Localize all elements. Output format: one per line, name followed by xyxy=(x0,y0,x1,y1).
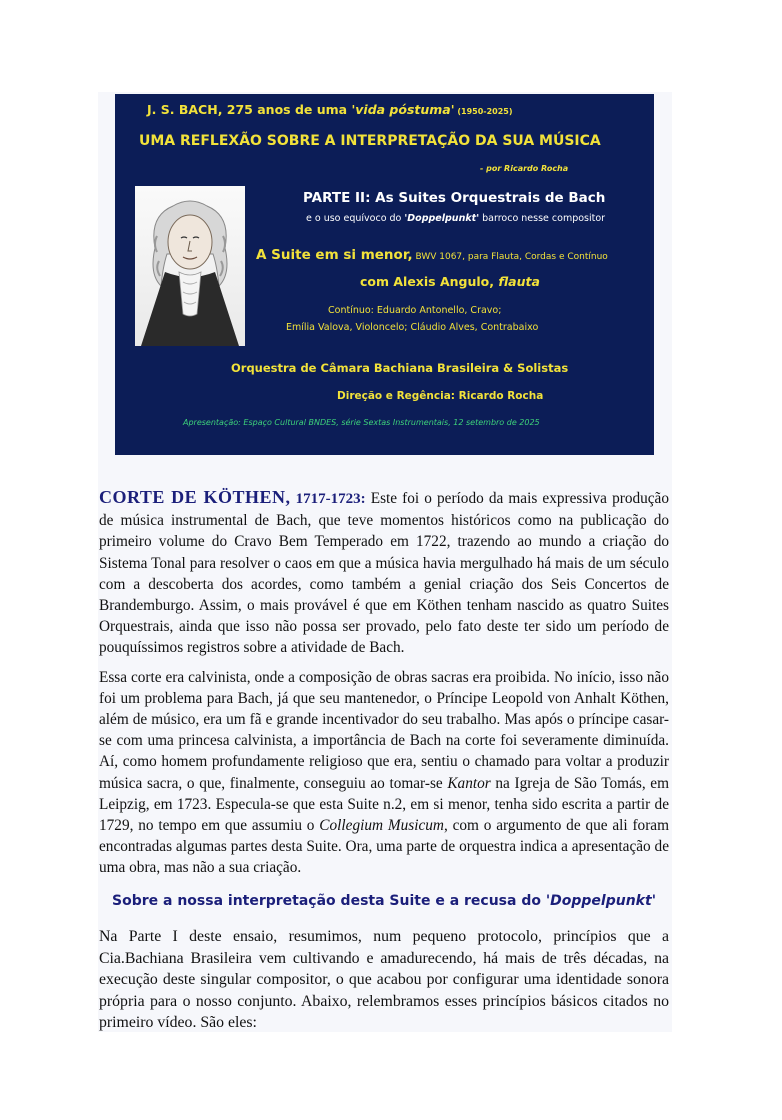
banner-headline: UMA REFLEXÃO SOBRE A INTERPRETAÇÃO DA SUA MÚSICA xyxy=(139,133,601,149)
section-heading-interpretation xyxy=(99,893,669,909)
interpretation-heading-end: ' xyxy=(651,893,656,909)
banner-continuo-line-2: Emília Valova, Violoncelo; Cláudio Alves, Contrabaixo xyxy=(286,322,539,333)
banner-title-emphasis: 'vida póstuma' xyxy=(351,102,455,117)
paragraph-kothen-2-text-b: na Igreja de São Tomás, em Leipzig, em 1723. Especula-se que esta Suite n.2, em si menor, tenha sido escrita a partir de 1729, no tempo em que assumiu o xyxy=(99,774,669,835)
banner-title-line xyxy=(147,102,513,117)
banner-part-title: As Suites Orquestrais de Bach xyxy=(370,190,606,206)
banner-part-subtitle-emphasis: 'Doppelpunkt' xyxy=(404,213,480,224)
section-heading-kothen: CORTE DE KÖTHEN, xyxy=(99,487,291,507)
bach-portrait xyxy=(135,186,245,346)
banner-continuo-line-1: Contínuo: Eduardo Antonello, Cravo; xyxy=(328,305,502,316)
paragraph-kothen-2-text-a: Essa corte era calvinista, onde a composição de obras sacras era proibida. No início, isso não foi um problema para Bach, já que seu mantenedor, o Príncipe Leopold von Anhalt Köthen, além de músico, era um fã e grande incentivador do seu trabalho. Mas após o príncipe casar-se com uma princesa calvinista, a importância de Bach na corte foi severamente diminuída. Aí, como homem profundamente religioso que era, sentiu o chamado para voltar a produzir música sacra, o que, finalmente, conseguiu ao tomar-se xyxy=(99,668,669,792)
section-heading-years: 1717-1723: xyxy=(295,491,366,507)
paragraph-kothen-1 xyxy=(99,487,669,659)
banner-direction: Direção e Regência: Ricardo Rocha xyxy=(337,390,544,402)
interpretation-heading-emphasis: Doppelpunkt xyxy=(550,893,652,909)
banner-orchestra: Orquestra de Câmara Bachiana Brasileira & Solistas xyxy=(231,361,569,375)
bach-portrait-image xyxy=(135,186,245,346)
banner-part-subtitle-text: e o uso equívoco do xyxy=(306,213,405,224)
paragraph-kothen-2-text-c: , com o argumento de que ali foram encontradas algumas partes desta Suite. Ora, uma parte de orquestra indica a apresentação de uma obra, mas não a sua criação. xyxy=(99,817,669,877)
banner-part-label: PARTE II: xyxy=(303,190,371,206)
banner-part-subtitle-text-end: barroco nesse compositor xyxy=(479,213,606,224)
section-kothen xyxy=(99,487,669,879)
banner-title-text: J. S. BACH, 275 anos de uma xyxy=(147,102,352,117)
section-interpretation xyxy=(99,926,669,1034)
collegium-musicum-term: Collegium Musicum xyxy=(319,817,444,835)
banner-part-line xyxy=(303,190,605,206)
banner-part-subtitle xyxy=(306,213,605,224)
banner-soloist-instrument: flauta xyxy=(498,274,540,289)
banner-title-years: (1950-2025) xyxy=(454,107,513,116)
kantor-term: Kantor xyxy=(447,774,491,792)
banner-suite-line xyxy=(256,244,608,263)
title-banner xyxy=(115,94,654,455)
interpretation-heading-text: Sobre a nossa interpretação desta Suite e a recusa do ' xyxy=(112,893,551,909)
banner-suite-title: A Suite em si menor, xyxy=(256,247,413,263)
paragraph-kothen-2 xyxy=(99,667,669,879)
banner-soloist-name: com Alexis Angulo, xyxy=(360,274,499,289)
paragraph-interpretation-1: Na Parte I deste ensaio, resumimos, num pequeno protocolo, princípios que a Cia.Bachiana Brasileira vem cultivando e amadurecendo, há mais de três décadas, na execução deste singular compositor, o que acabou por configurar uma identidade sonora própria para o nosso conjunto. Abaixo, relembramos esses princípios básicos citados no primeiro vídeo. São eles: xyxy=(99,928,669,1031)
banner-suite-details: BWV 1067, para Flauta, Cordas e Contínuo xyxy=(412,252,608,262)
banner-byline: - por Ricardo Rocha xyxy=(480,164,569,173)
banner-soloist-line xyxy=(360,274,540,289)
banner-presentation: Apresentação: Espaço Cultural BNDES, série Sextas Instrumentais, 12 setembro de 2025 xyxy=(183,418,540,427)
paragraph-kothen-1-text: Este foi o período da mais expressiva produção de música instrumental de Bach, que teve momentos históricos como na publicação do primeiro volume do Cravo Bem Temperado em 1722, trazendo ao mundo a criação do Sistema Tonal para resolver o caos em que a música havia mergulhado há mais de um século com a descoberta dos acordes, como também a genial criação dos Seis Concertos de Brandemburgo. Assim, o mais provável é que em Köthen tenham nascido as quatro Suites Orquestrais, ainda que isso não possa ser provado, pelo fato deste ter sido um período de pouquíssimos registros sobre a atividade de Bach. xyxy=(99,490,669,657)
